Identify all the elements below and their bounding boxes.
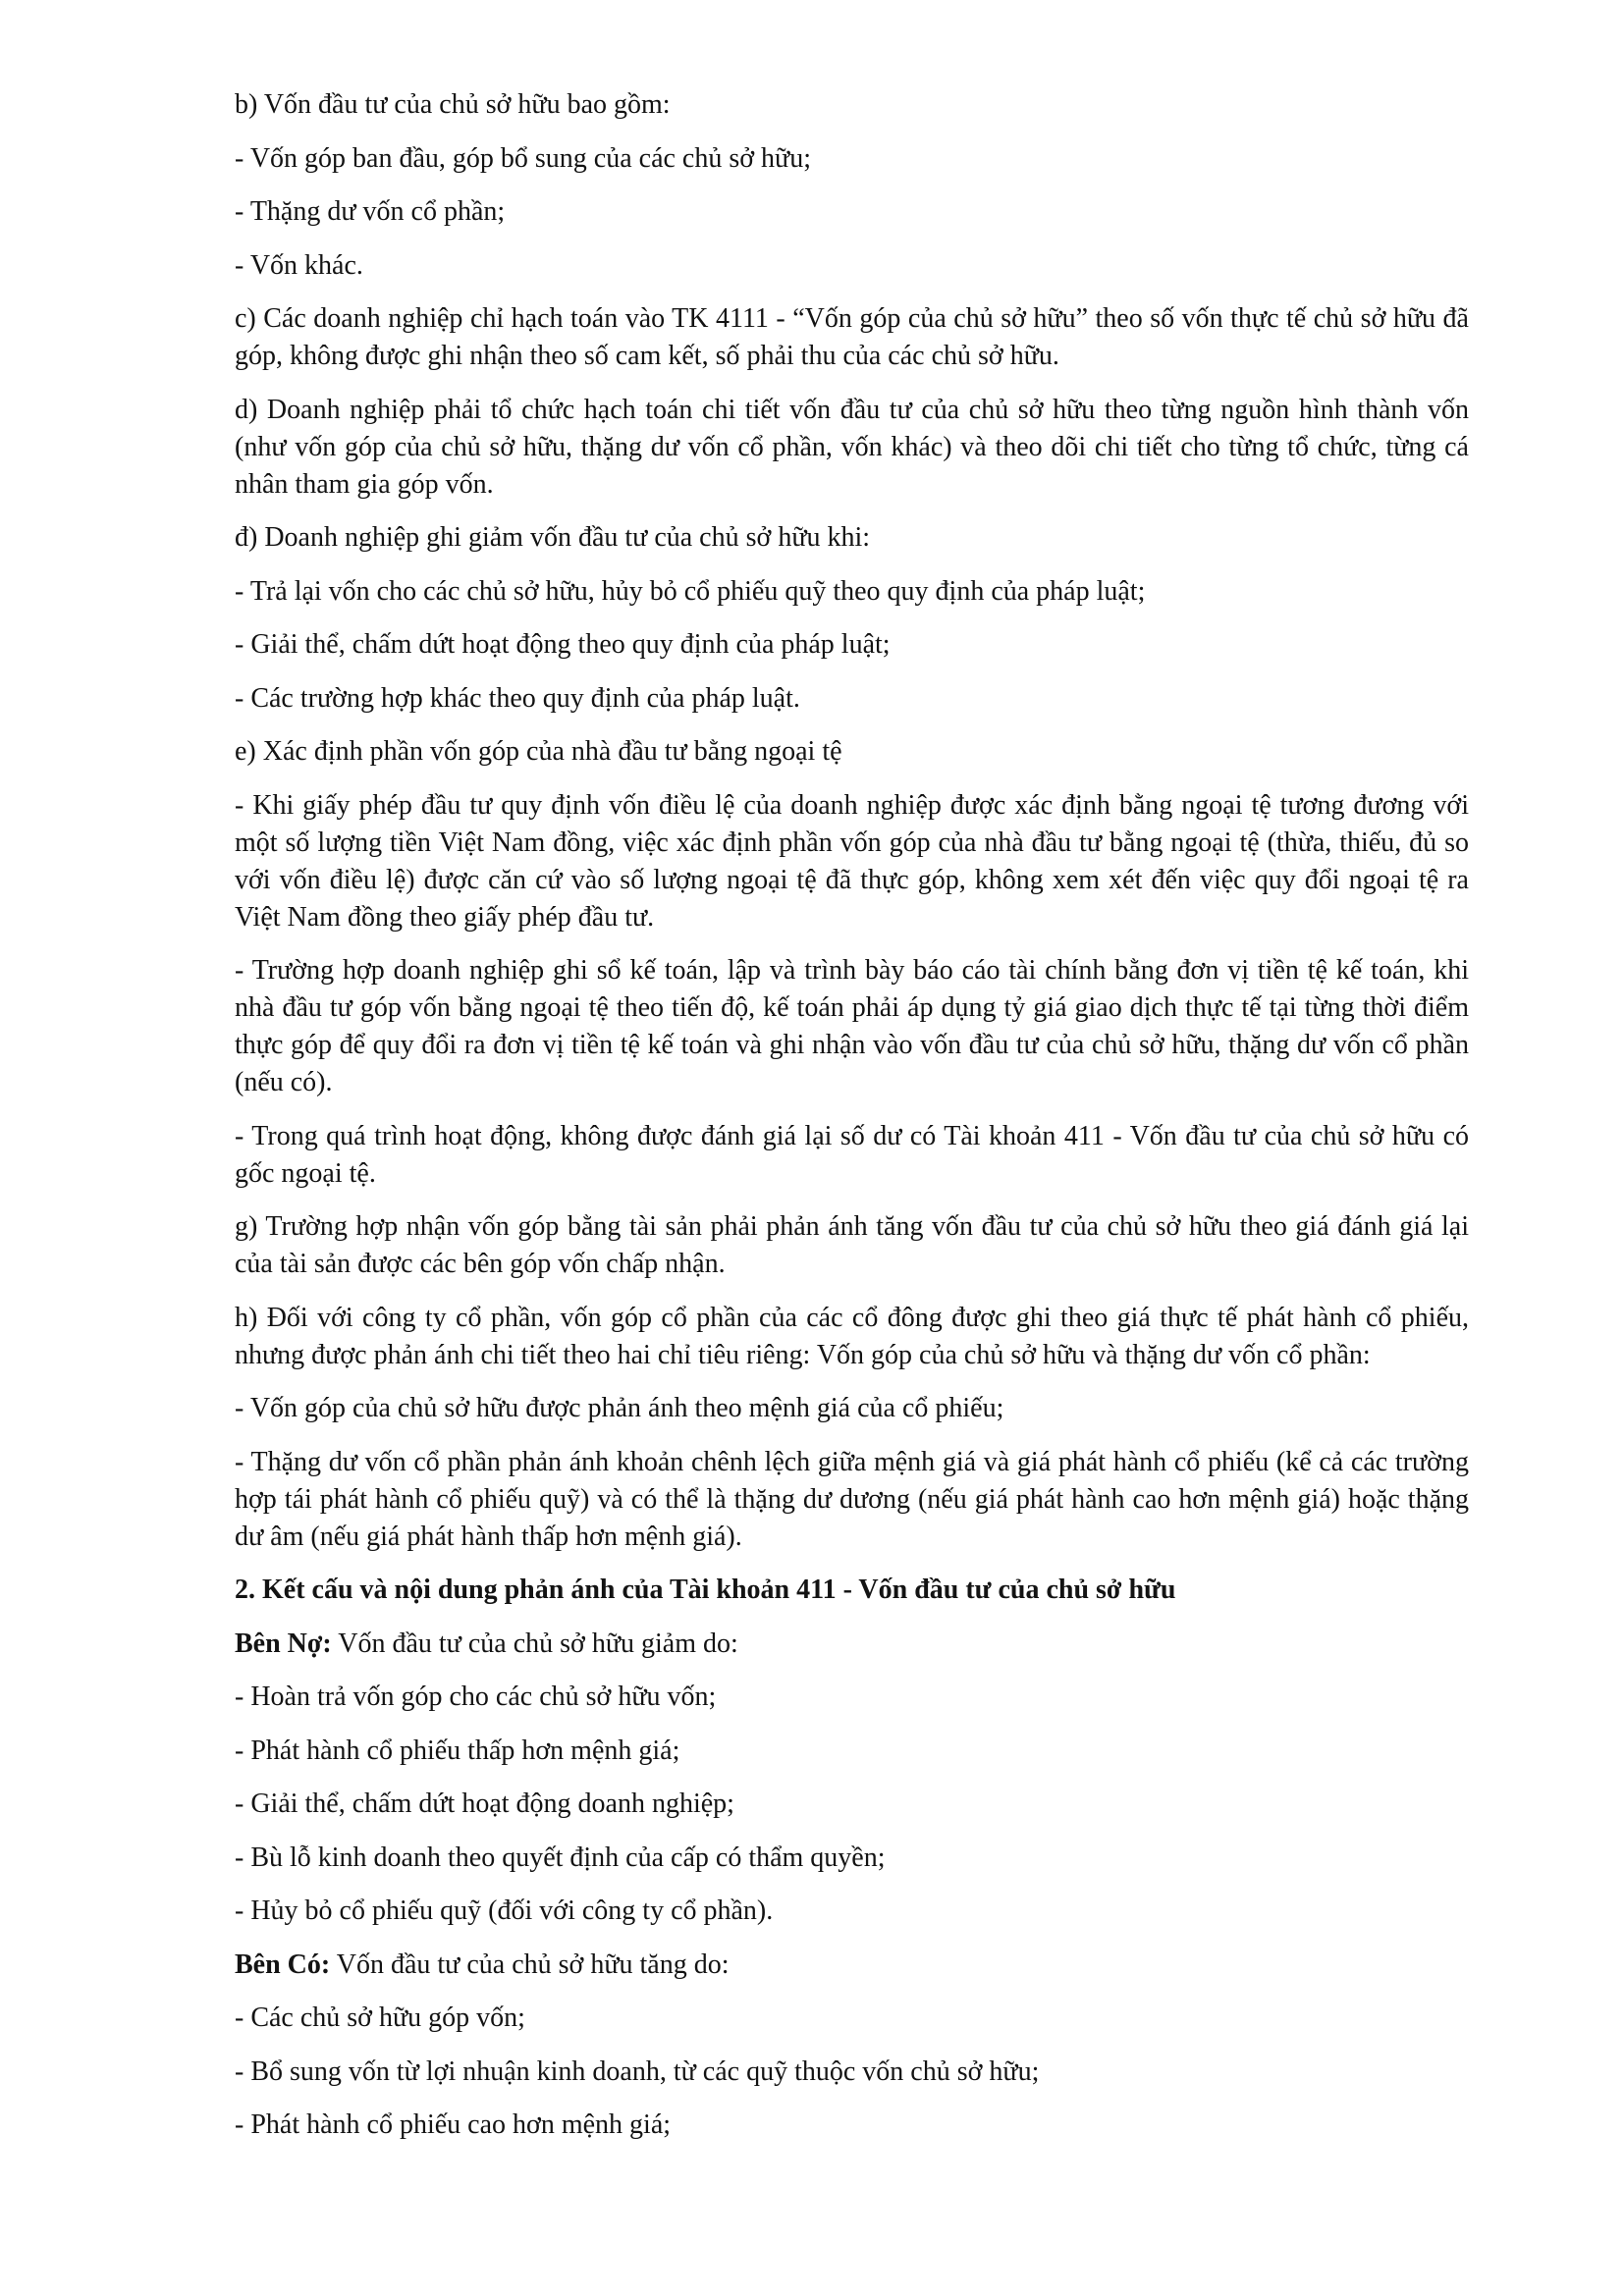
paragraph: - Hủy bỏ cổ phiếu quỹ (đối với công ty cổ phần). <box>235 1896 774 1926</box>
paragraph: - Bù lỗ kinh doanh theo quyết định của cấp có thẩm quyền; <box>235 1842 886 1873</box>
section-heading: 2. Kết cấu và nội dung phản ánh của Tài khoản 411 - Vốn đầu tư của chủ sở hữu <box>235 1575 1176 1605</box>
paragraph: - Thặng dư vốn cổ phần; <box>235 196 506 227</box>
paragraph: Bên Có: Vốn đầu tư của chủ sở hữu tăng do: <box>235 1949 730 1980</box>
paragraph: - Trả lại vốn cho các chủ sở hữu, hủy bỏ cổ phiếu quỹ theo quy định của pháp luật; <box>235 575 1146 607</box>
paragraph: - Phát hành cổ phiếu thấp hơn mệnh giá; <box>235 1735 680 1766</box>
paragraph: - Giải thể, chấm dứt hoạt động theo quy định của pháp luật; <box>235 629 891 660</box>
paragraph: - Giải thể, chấm dứt hoạt động doanh nghiệp; <box>235 1789 734 1819</box>
paragraph: c) Các doanh nghiệp chỉ hạch toán vào TK 4111 - “Vốn góp của chủ sở hữu” theo số vốn thực tế chủ sở hữu đã góp, không được ghi nhận theo số cam kết, số phải thu của các chủ sở hữu. <box>235 303 1469 371</box>
paragraph: g) Trường hợp nhận vốn góp bằng tài sản phải phản ánh tăng vốn đầu tư của chủ sở hữu theo giá đánh giá lại của tài sản được các bên góp vốn chấp nhận. <box>235 1211 1469 1279</box>
paragraph: Bên Nợ: Vốn đầu tư của chủ sở hữu giảm do: <box>235 1628 738 1659</box>
paragraph: - Bổ sung vốn từ lợi nhuận kinh doanh, từ các quỹ thuộc vốn chủ sở hữu; <box>235 2056 1040 2087</box>
paragraph: - Vốn góp của chủ sở hữu được phản ánh theo mệnh giá của cổ phiếu; <box>235 1393 1004 1423</box>
paragraph: b) Vốn đầu tư của chủ sở hữu bao gồm: <box>235 89 671 120</box>
paragraph: - Các chủ sở hữu góp vốn; <box>235 2002 525 2033</box>
paragraph: h) Đối với công ty cổ phần, vốn góp cổ phần của các cổ đông được ghi theo giá thực tế phát hành cổ phiếu, nhưng được phản ánh chi tiết theo hai chỉ tiêu riêng: Vốn góp của chủ sở hữu và thặng dư vốn cổ phần: <box>235 1302 1469 1370</box>
paragraph: đ) Doanh nghiệp ghi giảm vốn đầu tư của chủ sở hữu khi: <box>235 522 871 553</box>
bold-lead: Bên Nợ: <box>235 1628 332 1659</box>
document-body <box>235 86 1469 2144</box>
paragraph: - Vốn góp ban đầu, góp bổ sung của các chủ sở hữu; <box>235 142 812 174</box>
paragraph: - Trường hợp doanh nghiệp ghi sổ kế toán, lập và trình bày báo cáo tài chính bằng đơn vị tiền tệ kế toán, khi nhà đầu tư góp vốn bằng ngoại tệ theo tiến độ, kế toán phải áp dụng tỷ giá giao dịch thực tế tại từng thời điểm thực góp để quy đổi ra đơn vị tiền tệ kế toán và ghi nhận vào vốn đầu tư của chủ sở hữu, thặng dư vốn cổ phần (nếu có). <box>235 955 1469 1097</box>
paragraph: e) Xác định phần vốn góp của nhà đầu tư bằng ngoại tệ <box>235 736 842 767</box>
paragraph: - Trong quá trình hoạt động, không được đánh giá lại số dư có Tài khoản 411 - Vốn đầu tư của chủ sở hữu có gốc ngoại tệ. <box>235 1120 1469 1189</box>
paragraph: - Thặng dư vốn cổ phần phản ánh khoản chênh lệch giữa mệnh giá và giá phát hành cổ phiếu (kể cả các trường hợp tái phát hành cổ phiếu quỹ) và có thể là thặng dư dương (nếu giá phát hành cao hơn mệnh giá) hoặc thặng dư âm (nếu giá phát hành thấp hơn mệnh giá). <box>235 1446 1469 1552</box>
paragraph: d) Doanh nghiệp phải tổ chức hạch toán chi tiết vốn đầu tư của chủ sở hữu theo từng nguồn hình thành vốn (như vốn góp của chủ sở hữu, thặng dư vốn cổ phần, vốn khác) và theo dõi chi tiết cho từng tổ chức, từng cá nhân tham gia góp vốn. <box>235 394 1469 500</box>
paragraph: - Các trường hợp khác theo quy định của pháp luật. <box>235 682 800 714</box>
paragraph: - Hoàn trả vốn góp cho các chủ sở hữu vốn; <box>235 1682 717 1712</box>
paragraph: - Vốn khác. <box>235 249 363 281</box>
paragraph: - Phát hành cổ phiếu cao hơn mệnh giá; <box>235 2109 672 2140</box>
bold-lead: Bên Có: <box>235 1949 331 1980</box>
paragraph: - Khi giấy phép đầu tư quy định vốn điều lệ của doanh nghiệp được xác định bằng ngoại tệ tương đương với một số lượng tiền Việt Nam đồng, việc xác định phần vốn góp của nhà đầu tư bằng ngoại tệ (thừa, thiếu, đủ so với vốn điều lệ) được căn cứ vào số lượng ngoại tệ đã thực góp, không xem xét đến việc quy đổi ngoại tệ ra Việt Nam đồng theo giấy phép đầu tư. <box>235 789 1469 933</box>
